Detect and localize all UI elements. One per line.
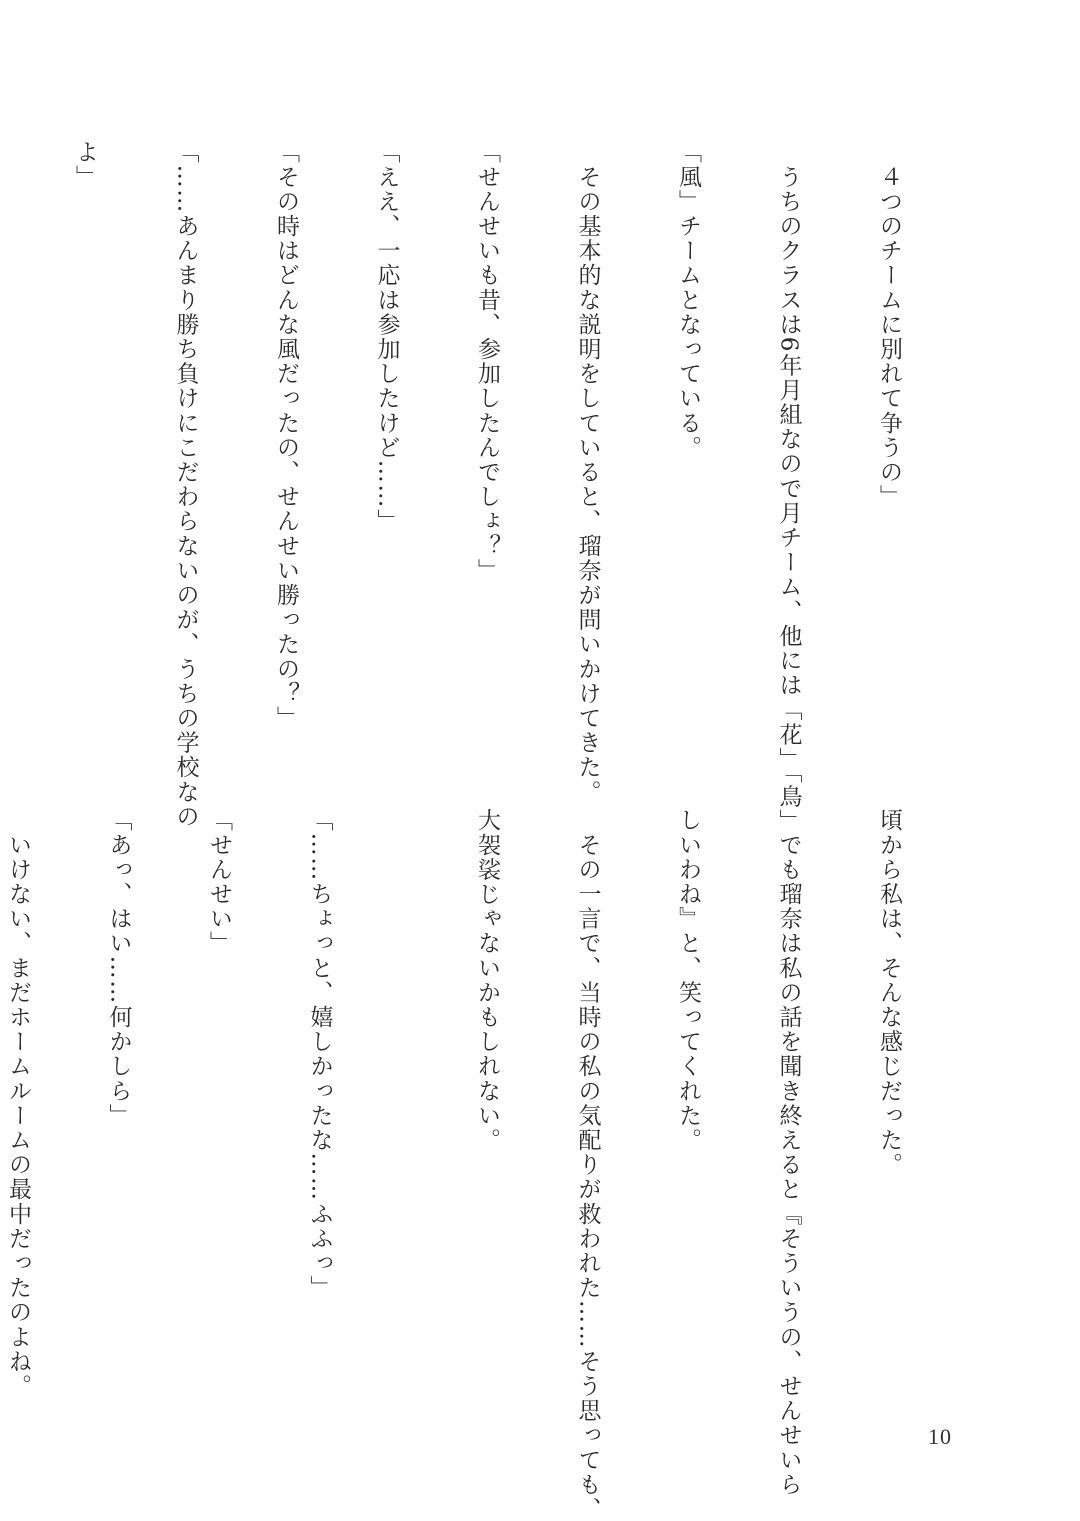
text-line: 「……あんまり勝ち負けにこだわらないのが、うちの学校なの: [172, 140, 199, 829]
text-line: 「……ちょっと、嬉しかったな……ふふっ」: [306, 808, 333, 1300]
text-line: 頃から私は、そんな感じだった。: [876, 808, 902, 1177]
text-line: 「あっ、はい……何かしら」: [105, 808, 132, 1128]
text-line: その一言で、当時の私の気配りが救われた……そう思っても、: [574, 808, 601, 1521]
upper-text-block: [72, 140, 972, 834]
text-line: 「風」チームとなっている。: [675, 140, 701, 460]
page-number: 10: [928, 1424, 952, 1449]
text-line: ４つのチームに別れて争うの」: [876, 140, 902, 509]
text-line: しいわね』と、笑ってくれた。: [675, 808, 701, 1153]
text-line: うちのクラスは6年月組なので月チーム、他には「花」「鳥」: [775, 140, 802, 834]
text-line: 「せんせい」: [206, 808, 232, 956]
text-line: 「その時はどんな風だったの、せんせい勝ったの？」: [273, 140, 299, 731]
text-line: [0, 140, 1, 760]
text-line: 大袈裟じゃないかもしれない。: [474, 808, 500, 1153]
text-line: 「ええ、一応は参加したけど……」: [373, 140, 400, 534]
text-line: 「せんせいも昔、参加したんでしょ？」: [474, 140, 500, 583]
text-line: よ」: [72, 140, 98, 190]
text-line: でも瑠奈は私の話を聞き終えると『そういうの、せんせいら: [775, 808, 802, 1497]
text-line: その基本的な説明をしていると、瑠奈が問いかけてきた。: [574, 140, 601, 805]
text-line: いけない、まだホームルームの最中だったのよね。: [5, 808, 31, 1399]
